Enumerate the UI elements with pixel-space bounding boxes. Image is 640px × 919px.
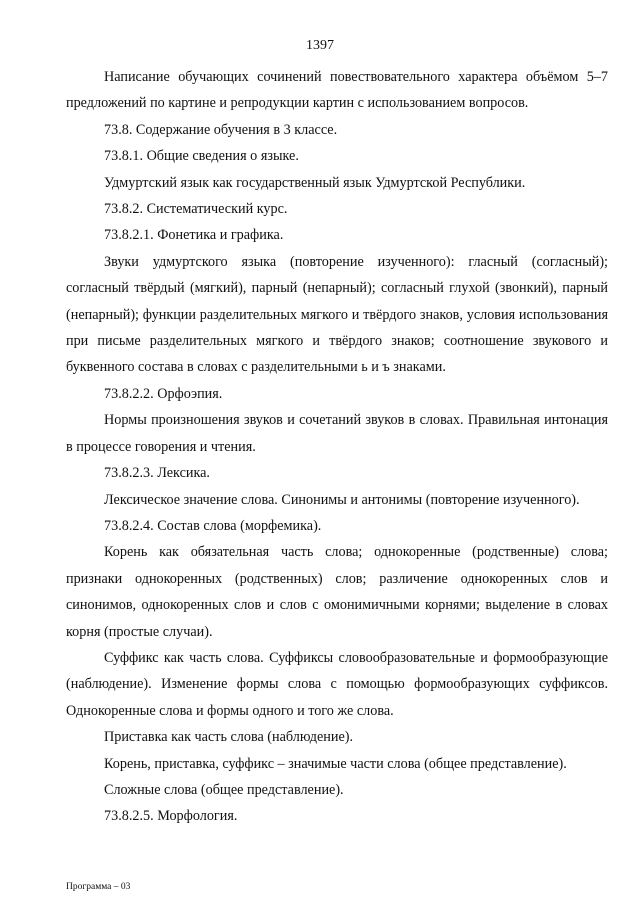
section-heading-orthoepy: 73.8.2.2. Орфоэпия. — [104, 385, 223, 402]
paragraph-lexical-meaning: Лексическое значение слова. Синонимы и антонимы (повторение изученного). — [104, 491, 580, 508]
section-heading-morphology: 73.8.2.5. Морфология. — [104, 808, 238, 825]
footer-label: Программа – 03 — [66, 882, 131, 892]
section-heading-systematic-course: 73.8.2. Систематический курс. — [104, 201, 288, 218]
page-number: 1397 — [306, 38, 334, 53]
paragraph-state-language: Удмуртский язык как государственный язык Удмуртской Республики. — [104, 174, 526, 191]
paragraph-suffix: Суффикс как часть слова. Суффиксы словообразовательные и формообразующие (наблюдение). Изменение формы слова с помощью формообразующих суффиксов. Однокоренные слова и формы одного и того же слова. — [66, 649, 608, 719]
section-heading-general-info: 73.8.1. Общие сведения о языке. — [104, 148, 299, 165]
paragraph-compound-words: Сложные слова (общее представление). — [104, 781, 344, 798]
paragraph-sounds: Звуки удмуртского языка (повторение изученного): гласный (согласный); согласный твёрдый (мягкий), парный (непарный); согласный глухой (звонкий), парный (непарный); функции разделительных мягкого и твёрдого знаков, условия использования при письме разделительных мягкого и твёрдого знаков; соотношение звукового и буквенного состава в словах с разделительными ь и ъ знаками. — [66, 253, 608, 376]
section-heading-phonetics: 73.8.2.1. Фонетика и графика. — [104, 227, 284, 244]
section-heading-morphemics: 73.8.2.4. Состав слова (морфемика). — [104, 517, 322, 534]
paragraph-essay-writing: Написание обучающих сочинений повествовательного характера объёмом 5–7 предложений по картине и репродукции картин с использованием вопросов. — [66, 69, 608, 112]
paragraph-word-parts: Корень, приставка, суффикс – значимые части слова (общее представление). — [104, 755, 567, 772]
paragraph-pronunciation: Нормы произношения звуков и сочетаний звуков в словах. Правильная интонация в процессе говорения и чтения. — [66, 412, 608, 455]
section-heading-grade3: 73.8. Содержание обучения в 3 классе. — [104, 121, 338, 138]
paragraph-root: Корень как обязательная часть слова; однокоренные (родственные) слова; признаки однокоренных (родственных) слов; различение однокоренных слов и синонимов, однокоренных слов и слов с омонимичными корнями; выделение в словах корня (простые случаи). — [66, 544, 608, 640]
paragraph-prefix: Приставка как часть слова (наблюдение). — [104, 729, 354, 746]
section-heading-lexicon: 73.8.2.3. Лексика. — [104, 465, 210, 482]
document-body — [66, 64, 608, 830]
